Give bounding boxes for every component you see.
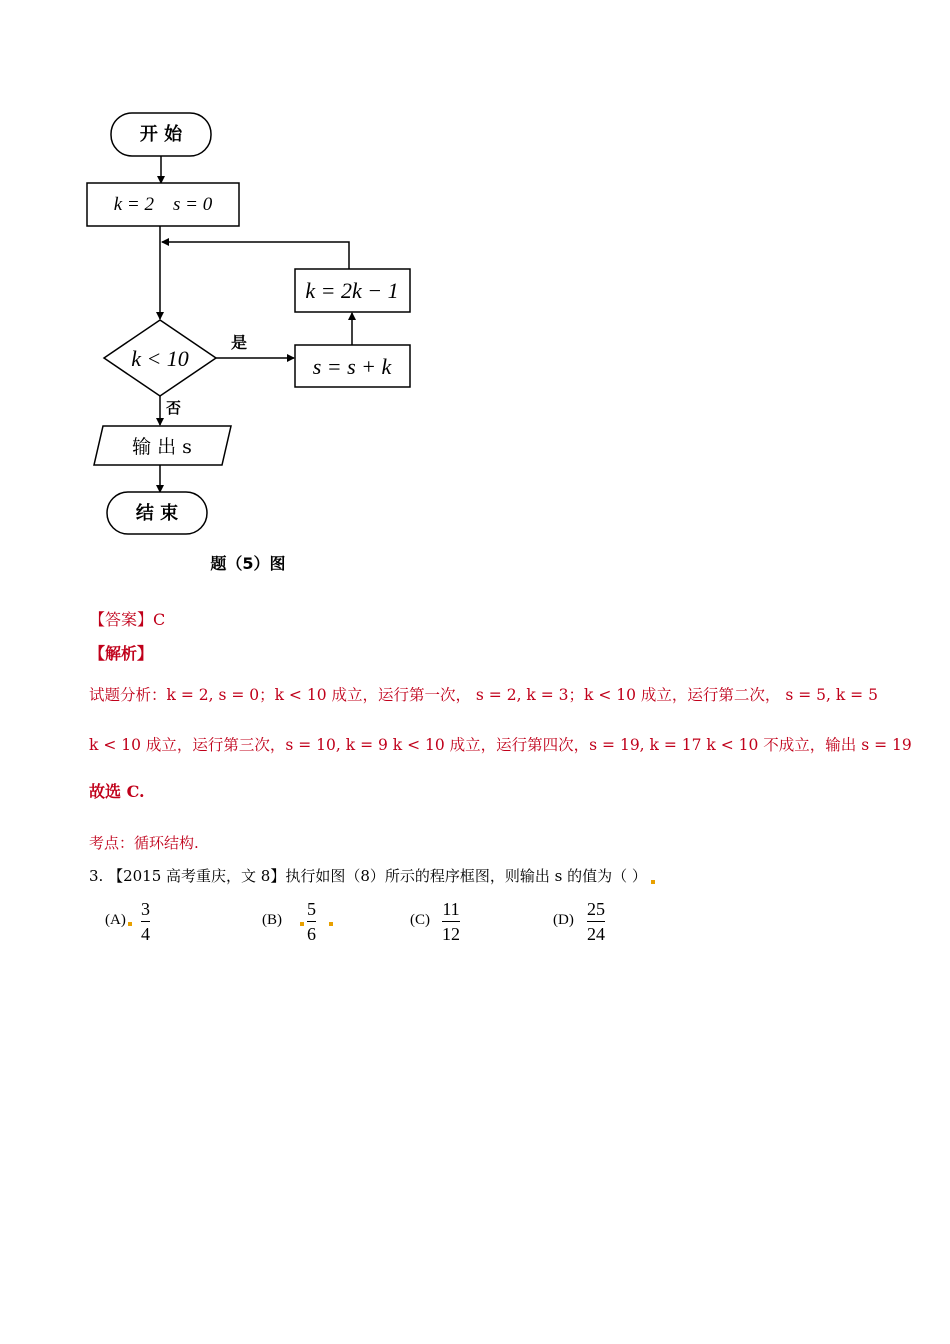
start-label: 开 始 (139, 124, 183, 145)
option-d-numerator: 25 (587, 899, 605, 919)
option-b-label: (B) (262, 912, 282, 928)
option-b-denominator: 6 (307, 924, 316, 944)
figure-caption: 题（5）图 (210, 554, 286, 573)
end-label: 结 束 (135, 503, 179, 524)
option-d-label: (D) (553, 912, 574, 928)
option-a-denominator: 4 (141, 924, 150, 944)
flowchart-diagram (0, 0, 950, 600)
option-c-denominator: 12 (442, 924, 460, 944)
output-label: 输 出 s (132, 436, 192, 458)
option-d-fraction (587, 899, 605, 944)
yes-label: 是 (231, 333, 248, 352)
analysis-line-1: 试题分析：k = 2, s = 0；k < 10 成立，运行第一次， s = 2, k = 3；k < 10 成立，运行第二次， s = 5, k = 5 (89, 686, 878, 704)
answer-line (89, 607, 165, 630)
option-d-denominator: 24 (587, 924, 605, 944)
option-c-label: (C) (410, 912, 430, 928)
option-c-fraction (442, 899, 460, 944)
option-b-numerator: 5 (307, 899, 316, 919)
no-label: 否 (166, 399, 182, 417)
answer-label: 【答案】 (89, 610, 154, 629)
analysis-line-2: k < 10 成立，运行第三次，s = 10, k = 9 k < 10 成立，运行第四次，s = 19, k = 17 k < 10 不成立，输出 s = 19 (89, 736, 912, 754)
analysis-label: 【解析】 (89, 644, 154, 663)
question-text: 3. 【2015 高考重庆，文 8】执行如图（8）所示的程序框图，则输出 s 的值为（ ） (89, 867, 647, 885)
marker-dot (300, 922, 304, 926)
option-a-label: (A) (105, 912, 126, 928)
analysis-line-3: 故选 C. (89, 782, 145, 801)
init-label: k = 2 s = 0 (113, 194, 213, 215)
marker-dot (651, 880, 655, 884)
answer-value: C (153, 610, 166, 629)
option-a-numerator: 3 (141, 899, 150, 919)
marker-dot (128, 922, 132, 926)
condition-label: k < 10 (131, 346, 189, 371)
option-b-fraction (307, 899, 316, 944)
analysis-point: 考点：循环结构. (89, 834, 199, 852)
update-k-label: k = 2k − 1 (305, 278, 399, 303)
option-a-fraction (141, 899, 150, 944)
marker-dot (329, 922, 333, 926)
option-c-numerator: 11 (442, 899, 460, 919)
sum-label: s = s + k (312, 354, 392, 379)
